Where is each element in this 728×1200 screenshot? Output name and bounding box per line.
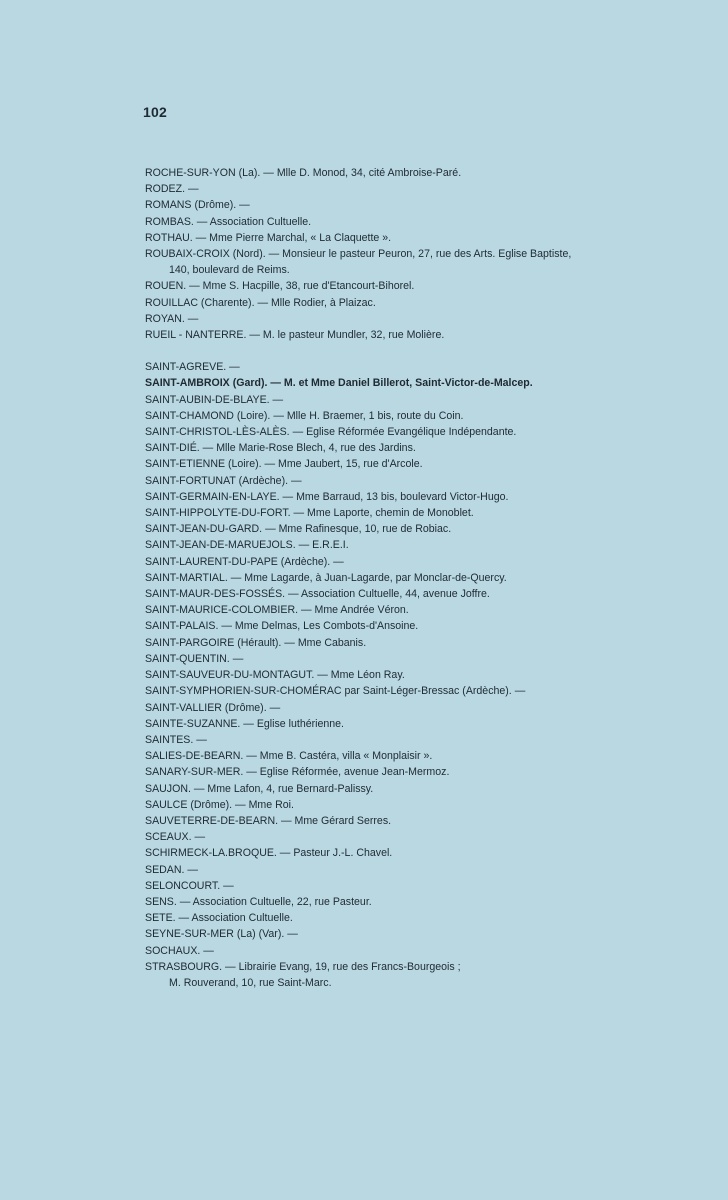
- entry-text: ROUBAIX-CROIX (Nord). — Monsieur le pasteur Peuron, 27, rue des Arts. Eglise Baptiste,: [145, 248, 572, 261]
- directory-entry: [145, 554, 705, 570]
- entry-text: STRASBOURG. — Librairie Evang, 19, rue des Francs-Bourgeois ;: [145, 960, 461, 973]
- directory-entry: [145, 829, 705, 845]
- entry-text: SELONCOURT. —: [145, 879, 234, 892]
- directory-entry: [145, 748, 705, 764]
- directory-entry: [145, 862, 705, 878]
- entry-text: SAUJON. — Mme Lafon, 4, rue Bernard-Palissy.: [145, 782, 374, 795]
- directory-entry: [145, 635, 705, 651]
- directory-entry: [145, 813, 705, 829]
- entry-text: SAINT-AGREVE. —: [145, 361, 240, 374]
- entry-text: ROUILLAC (Charente). — Mlle Rodier, à Plaizac.: [145, 296, 376, 309]
- directory-entry: [145, 764, 705, 780]
- directory-entry: [145, 392, 705, 408]
- directory-entry: [145, 781, 705, 797]
- entry-text: SAINT-ETIENNE (Loire). — Mme Jaubert, 15, rue d'Arcole.: [145, 458, 423, 471]
- directory-entry: [145, 375, 705, 391]
- entry-text: SALIES-DE-BEARN. — Mme B. Castéra, villa « Monplaisir ».: [145, 750, 433, 763]
- directory-list: [145, 165, 705, 991]
- entry-text: SAINT-CHAMOND (Loire). — Mlle H. Braemer, 1 bis, route du Coin.: [145, 409, 464, 422]
- directory-entry: [145, 197, 705, 213]
- entry-text: SAINT-SYMPHORIEN-SUR-CHOMÉRAC par Saint-Léger-Bressac (Ardèche). —: [145, 685, 526, 698]
- directory-entry: [145, 683, 705, 699]
- entry-text: SAINT-VALLIER (Drôme). —: [145, 701, 281, 714]
- directory-group-s: [145, 359, 705, 991]
- directory-entry: [145, 181, 705, 197]
- entry-text: SAINT-CHRISTOL-LÈS-ALÈS. — Eglise Réformée Evangélique Indépendante.: [145, 426, 517, 439]
- directory-entry: [145, 230, 705, 246]
- directory-entry: [145, 716, 705, 732]
- entry-text: ROTHAU. — Mme Pierre Marchal, « La Claquette ».: [145, 231, 392, 244]
- entry-text: SEYNE-SUR-MER (La) (Var). —: [145, 928, 298, 941]
- directory-entry: [145, 537, 705, 553]
- directory-entry: [145, 667, 705, 683]
- entry-continuation: M. Rouverand, 10, rue Saint-Marc.: [169, 976, 332, 989]
- directory-entry: [145, 246, 705, 278]
- directory-entry: [145, 894, 705, 910]
- entry-text: SAINT-MAURICE-COLOMBIER. — Mme Andrée Véron.: [145, 604, 409, 617]
- directory-entry: [145, 489, 705, 505]
- directory-entry: [145, 473, 705, 489]
- entry-text: SAINT-PARGOIRE (Hérault). — Mme Cabanis.: [145, 636, 367, 649]
- directory-entry: [145, 732, 705, 748]
- directory-entry: [145, 959, 705, 991]
- directory-entry: [145, 943, 705, 959]
- entry-text: ROYAN. —: [145, 312, 199, 325]
- directory-entry: [145, 408, 705, 424]
- directory-entry: [145, 456, 705, 472]
- directory-entry: [145, 311, 705, 327]
- page-number: 102: [143, 104, 167, 120]
- entry-text: SAINTES. —: [145, 733, 207, 746]
- entry-text: SAUVETERRE-DE-BEARN. — Mme Gérard Serres.: [145, 814, 392, 827]
- entry-text: SCHIRMECK-LA.BROQUE. — Pasteur J.-L. Chavel.: [145, 847, 393, 860]
- entry-text: SAINT-GERMAIN-EN-LAYE. — Mme Barraud, 13 bis, boulevard Victor-Hugo.: [145, 490, 509, 503]
- entry-text: SAINT-JEAN-DU-GARD. — Mme Rafinesque, 10, rue de Robiac.: [145, 523, 452, 536]
- entry-text: SAINT-SAUVEUR-DU-MONTAGUT. — Mme Léon Ray.: [145, 669, 405, 682]
- entry-text: SAINTE-SUZANNE. — Eglise luthérienne.: [145, 717, 344, 730]
- entry-text: SAINT-DIÉ. — Mlle Marie-Rose Blech, 4, rue des Jardins.: [145, 442, 416, 455]
- directory-entry: [145, 521, 705, 537]
- directory-entry: [145, 359, 705, 375]
- entry-text: RUEIL - NANTERRE. — M. le pasteur Mundler, 32, rue Molière.: [145, 329, 445, 342]
- entry-text: SAINT-JEAN-DE-MARUEJOLS. — E.R.E.I.: [145, 539, 349, 552]
- directory-entry: [145, 424, 705, 440]
- directory-entry: [145, 165, 705, 181]
- directory-entry: [145, 214, 705, 230]
- group-separator: [145, 343, 705, 359]
- entry-text: ROMANS (Drôme). —: [145, 199, 250, 212]
- entry-text: SANARY-SUR-MER. — Eglise Réformée, avenue Jean-Mermoz.: [145, 766, 450, 779]
- entry-text: SAINT-AMBROIX (Gard). — M. et Mme Daniel Billerot, Saint-Victor-de-Malcep.: [145, 377, 533, 390]
- directory-entry: [145, 440, 705, 456]
- entry-text: SAINT-PALAIS. — Mme Delmas, Les Combots-d'Ansoine.: [145, 620, 419, 633]
- entry-text: SEDAN. —: [145, 863, 198, 876]
- entry-text: ROUEN. — Mme S. Hacpille, 38, rue d'Etancourt-Bihorel.: [145, 280, 415, 293]
- entry-text: ROCHE-SUR-YON (La). — Mlle D. Monod, 34, cité Ambroise-Paré.: [145, 167, 462, 179]
- entry-text: SAINT-AUBIN-DE-BLAYE. —: [145, 393, 284, 406]
- directory-entry: [145, 878, 705, 894]
- directory-entry: [145, 295, 705, 311]
- directory-entry: [145, 700, 705, 716]
- entry-text: ROMBAS. — Association Cultuelle.: [145, 215, 312, 228]
- directory-entry: [145, 586, 705, 602]
- entry-text: SAINT-LAURENT-DU-PAPE (Ardèche). —: [145, 555, 344, 568]
- entry-text: SENS. — Association Cultuelle, 22, rue Pasteur.: [145, 895, 372, 908]
- directory-entry: [145, 845, 705, 861]
- directory-entry: [145, 570, 705, 586]
- directory-group-r: [145, 165, 705, 343]
- entry-text: SAINT-HIPPOLYTE-DU-FORT. — Mme Laporte, chemin de Monoblet.: [145, 507, 474, 520]
- entry-text: SAINT-MARTIAL. — Mme Lagarde, à Juan-Lagarde, par Monclar-de-Quercy.: [145, 571, 507, 584]
- directory-entry: [145, 926, 705, 942]
- directory-entry: [145, 618, 705, 634]
- directory-entry: [145, 910, 705, 926]
- directory-entry: [145, 651, 705, 667]
- directory-entry: [145, 602, 705, 618]
- entry-text: RODEZ. —: [145, 183, 199, 196]
- entry-text: SAINT-MAUR-DES-FOSSÉS. — Association Cultuelle, 44, avenue Joffre.: [145, 588, 490, 601]
- entry-text: SOCHAUX. —: [145, 944, 214, 957]
- directory-entry: [145, 278, 705, 294]
- entry-text: SAINT-FORTUNAT (Ardèche). —: [145, 474, 302, 487]
- entry-text: SAULCE (Drôme). — Mme Roi.: [145, 798, 294, 811]
- directory-entry: [145, 797, 705, 813]
- entry-continuation: 140, boulevard de Reims.: [169, 264, 290, 277]
- entry-text: SAINT-QUENTIN. —: [145, 652, 244, 665]
- directory-entry: [145, 327, 705, 343]
- entry-text: SETE. — Association Cultuelle.: [145, 912, 293, 925]
- entry-text: SCEAUX. —: [145, 831, 206, 844]
- directory-entry: [145, 505, 705, 521]
